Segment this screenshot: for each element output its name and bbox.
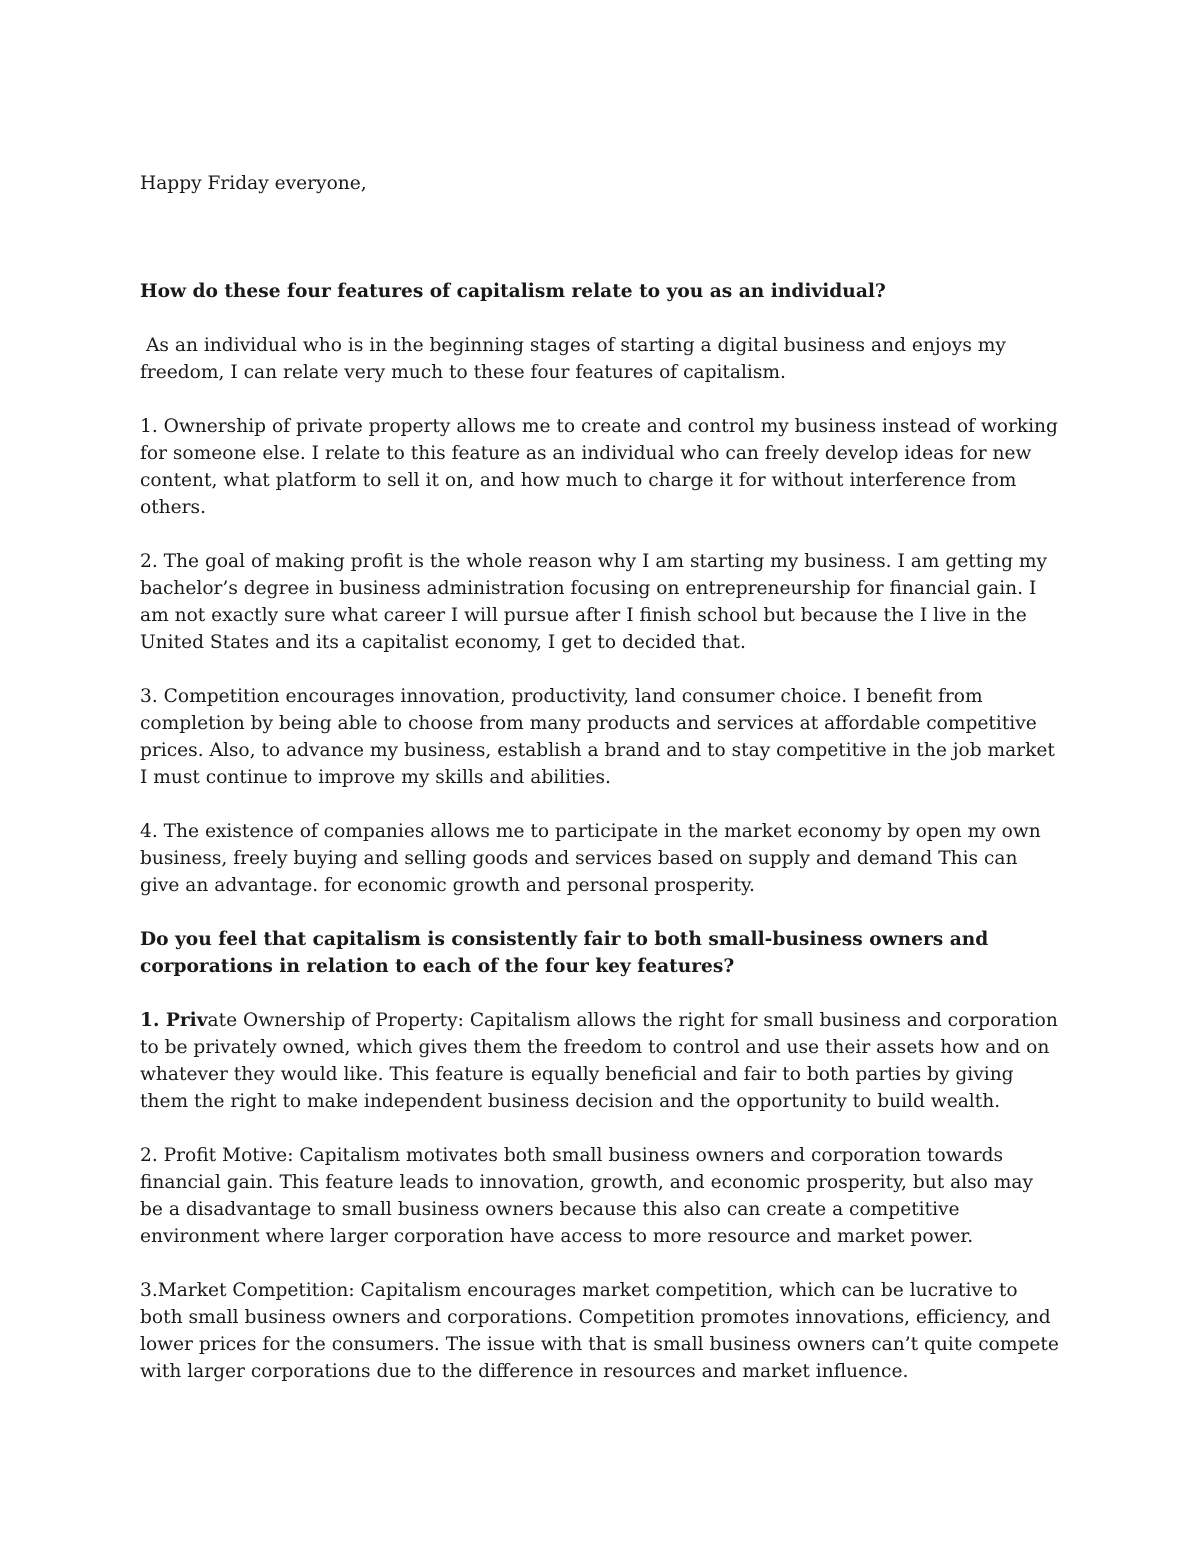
fairness-paragraph-1-body: ate Ownership of Property: Capitalism allows the right for small business and corporation to be privately owned, which gives them the freedom to control and use their assets how and on whatever they would like. This feature is equally beneficial and fair to both parties by giving them the right to make independent business decision and the opportunity to build wealth. [140, 1010, 1058, 1112]
fairness-paragraph-1-lead: 1. Priv [140, 1010, 208, 1031]
feature-paragraph-4: 4. The existence of companies allows me to participate in the market economy by open my own business, freely buying and selling goods and services based on supply and demand This can give an advantage. for economic growth and personal prosperity. [140, 821, 1041, 896]
fairness-paragraph-3: 3.Market Competition: Capitalism encourages market competition, which can be lucrative to both small business owners and corporations. Competition promotes innovations, efficiency, and lower prices for the consumers. The issue with that is small business owners can’t quite compete with larger corporations due to the difference in resources and market influence. [140, 1280, 1059, 1382]
intro-paragraph: As an individual who is in the beginning stages of starting a digital business and enjoys my freedom, I can relate very much to these four features of capitalism. [140, 335, 1006, 383]
fairness-paragraph-1 [140, 1007, 1060, 1115]
feature-paragraph-2: 2. The goal of making profit is the whole reason why I am starting my business. I am getting my bachelor’s degree in business administration focusing on entrepreneurship for financial gain. I am not exactly sure what career I will pursue after I finish school but because the I live in the United States and its a capitalist economy, I get to decided that. [140, 551, 1048, 653]
fairness-paragraph-2: 2. Profit Motive: Capitalism motivates both small business owners and corporation towards financial gain. This feature leads to innovation, growth, and economic prosperity, but also may be a disadvantage to small business owners because this also can create a competitive environment where larger corporation have access to more resource and market power. [140, 1145, 1034, 1247]
feature-paragraph-1: 1. Ownership of private property allows me to create and control my business instead of working for someone else. I relate to this feature as an individual who can freely develop ideas for new content, what platform to sell it on, and how much to charge it for without interference from others. [140, 416, 1058, 518]
question-heading-2: Do you feel that capitalism is consistently fair to both small-business owners and corporations in relation to each of the four key features? [140, 929, 989, 977]
question-heading-1: How do these four features of capitalism relate to you as an individual? [140, 281, 886, 302]
greeting: Happy Friday everyone, [140, 173, 367, 194]
feature-paragraph-3: 3. Competition encourages innovation, productivity, land consumer choice. I benefit from completion by being able to choose from many products and services at affordable competitive prices. Also, to advance my business, establish a brand and to stay competitive in the job market I must continue to improve my skills and abilities. [140, 686, 1055, 788]
document-body [140, 170, 1060, 1412]
